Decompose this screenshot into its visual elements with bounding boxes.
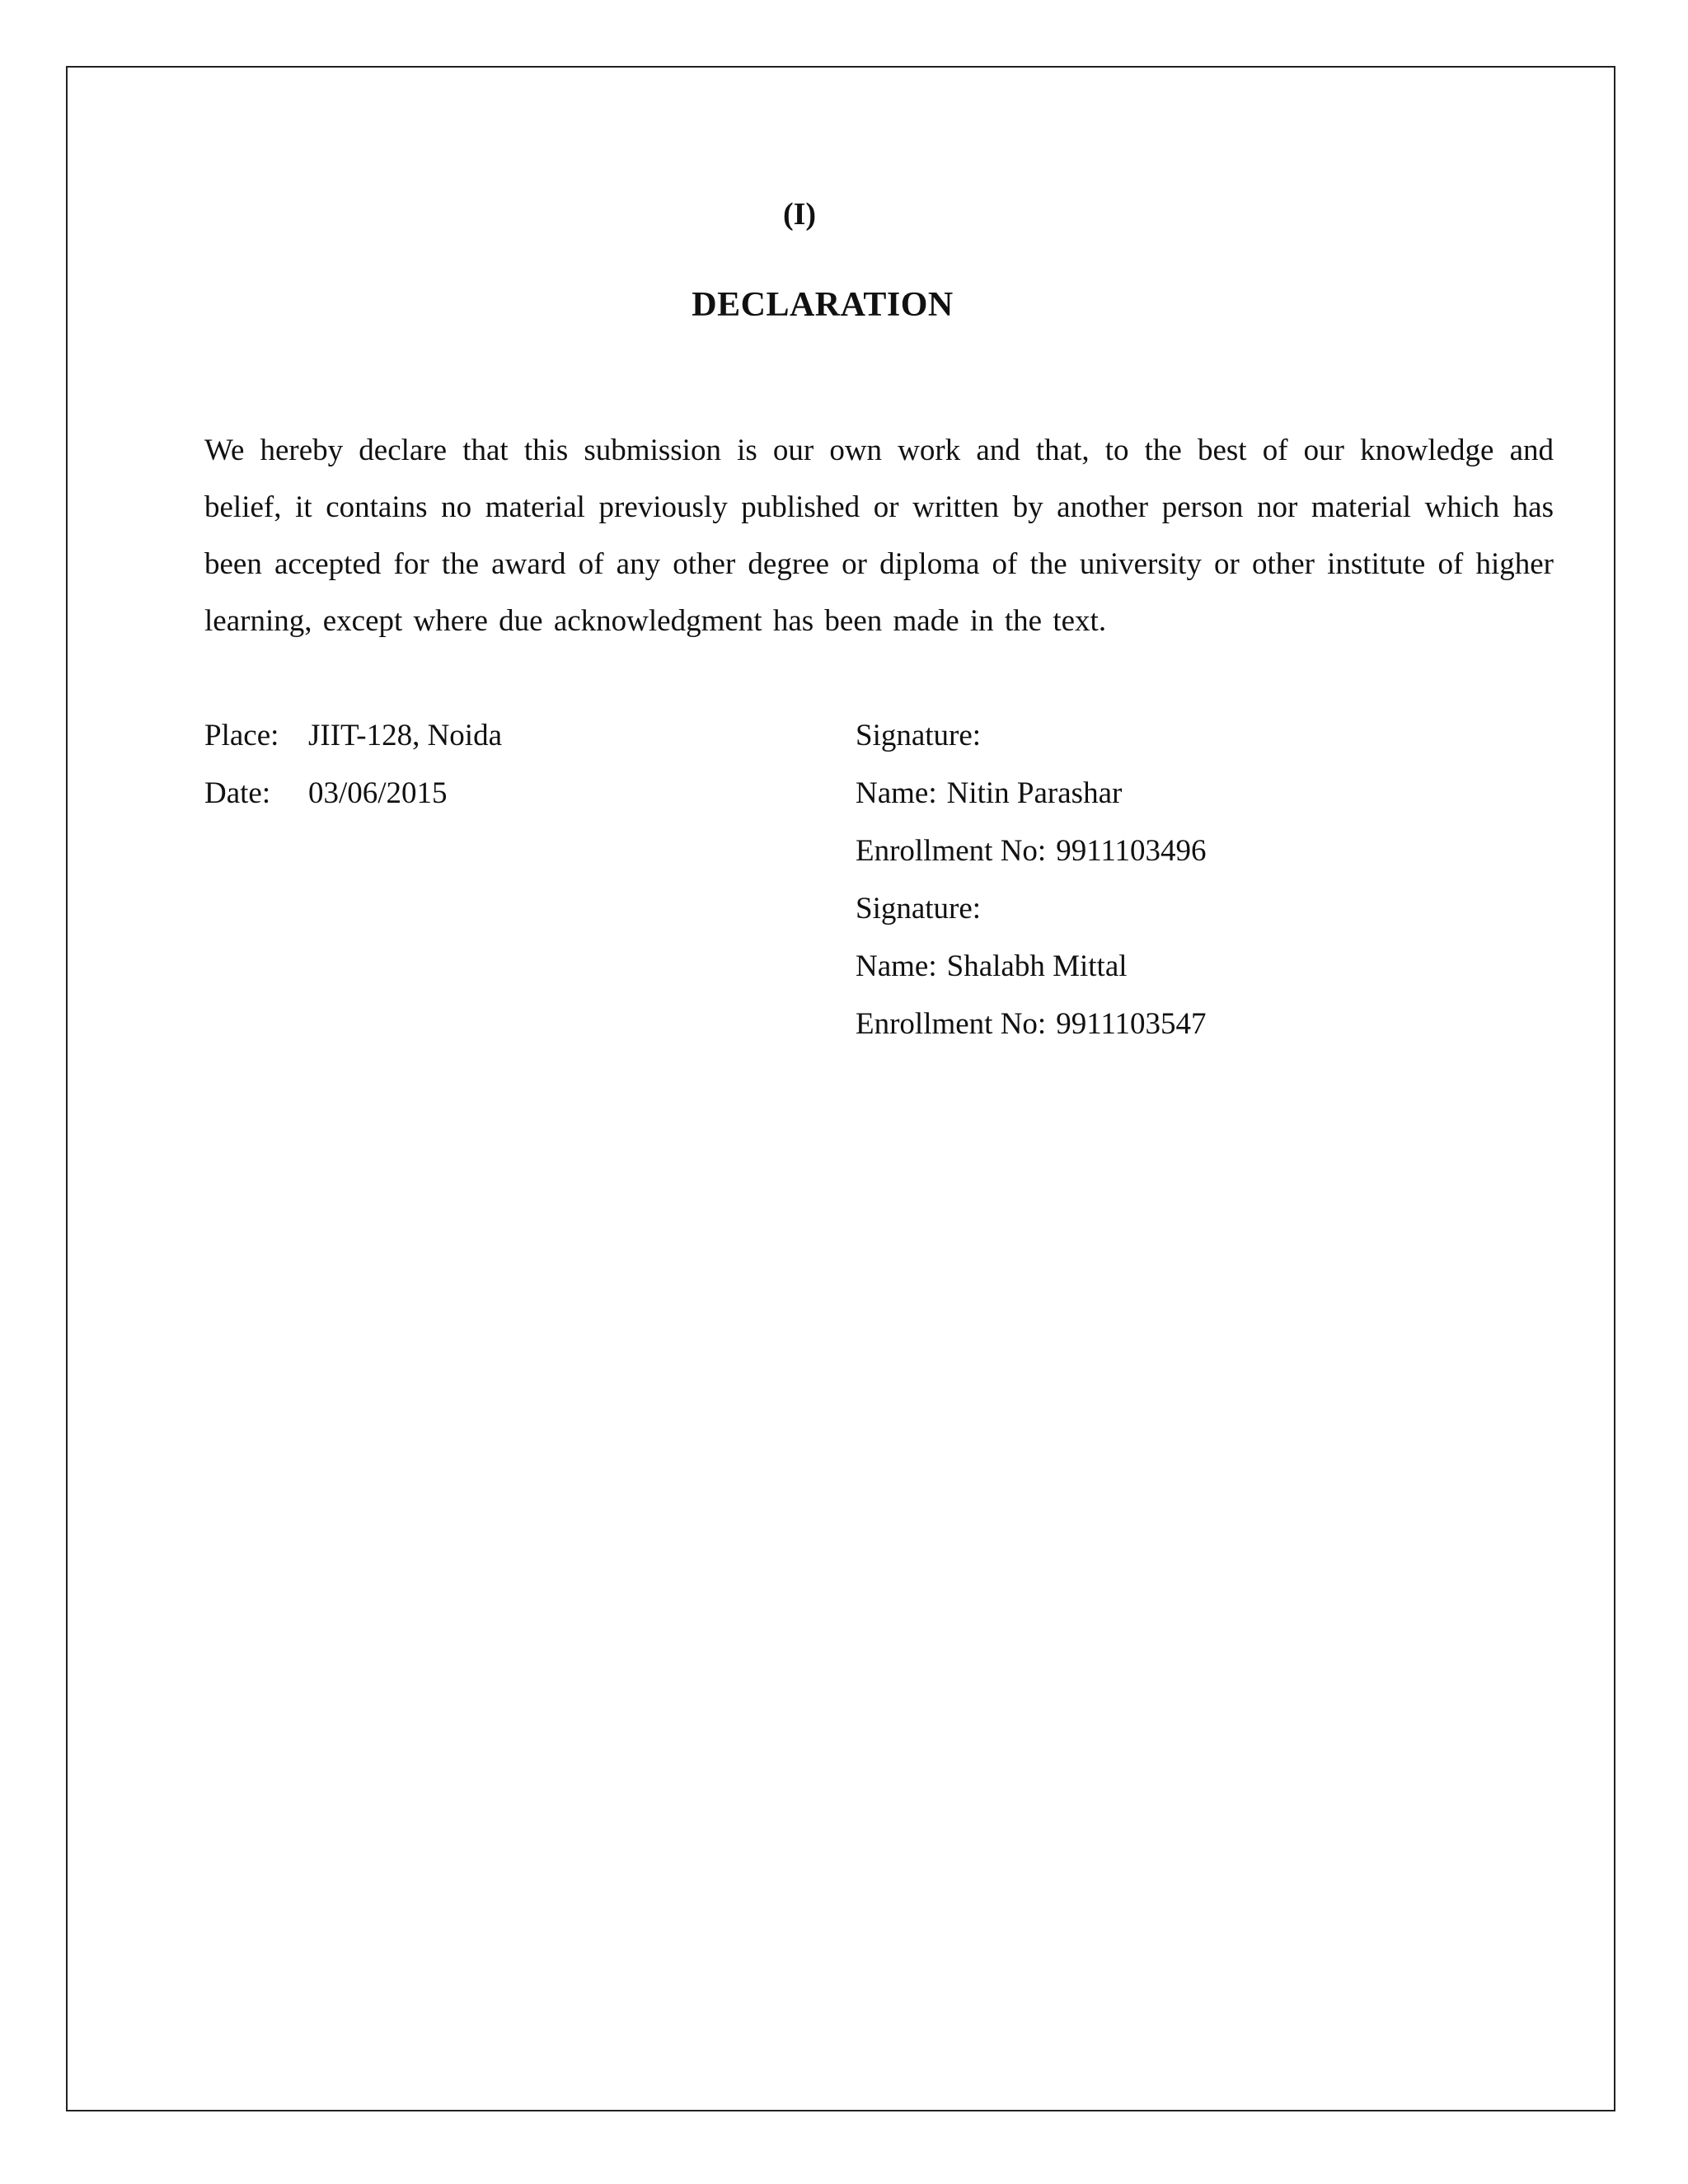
enrollment-value: 9911103547: [1056, 1007, 1207, 1041]
page-title: DECLARATION: [692, 286, 954, 324]
enrollment-label: Enrollment No:: [856, 834, 1047, 868]
name-value: Shalabh Mittal: [946, 949, 1128, 983]
name-value: Nitin Parashar: [946, 776, 1123, 810]
declaration-text: We hereby declare that this submission is our own work and that, to the best of our knowledge and belief, it contains no material previously published or written by another person nor material which has been accepted for the award of any other degree or diploma of the university or other institute of higher learning, except where due acknowledgment has been made in the text.: [204, 434, 1554, 638]
date-row: [204, 765, 502, 823]
signature-label: Signature:: [856, 719, 982, 752]
place-row: [204, 707, 502, 765]
page-number: (I): [782, 197, 817, 232]
date-value: 03/06/2015: [308, 776, 448, 810]
name-line-2: [856, 938, 1206, 996]
place-date-block: [204, 707, 502, 823]
signature-block: [856, 707, 1206, 1053]
enrollment-value: 9911103496: [1056, 834, 1207, 868]
place-label: Place:: [204, 719, 279, 752]
enrollment-line-2: [856, 996, 1206, 1053]
place-value: JIIT-128, Noida: [308, 719, 502, 752]
page-border: [66, 66, 1615, 2111]
signature-line-1: [856, 707, 1206, 765]
name-line-1: [856, 765, 1206, 823]
signature-label: Signature:: [856, 892, 982, 926]
name-label: Name:: [856, 949, 937, 983]
enrollment-line-1: [856, 823, 1206, 880]
name-label: Name:: [856, 776, 937, 810]
signature-line-2: [856, 880, 1206, 938]
enrollment-label: Enrollment No:: [856, 1007, 1047, 1041]
date-label: Date:: [204, 776, 271, 810]
